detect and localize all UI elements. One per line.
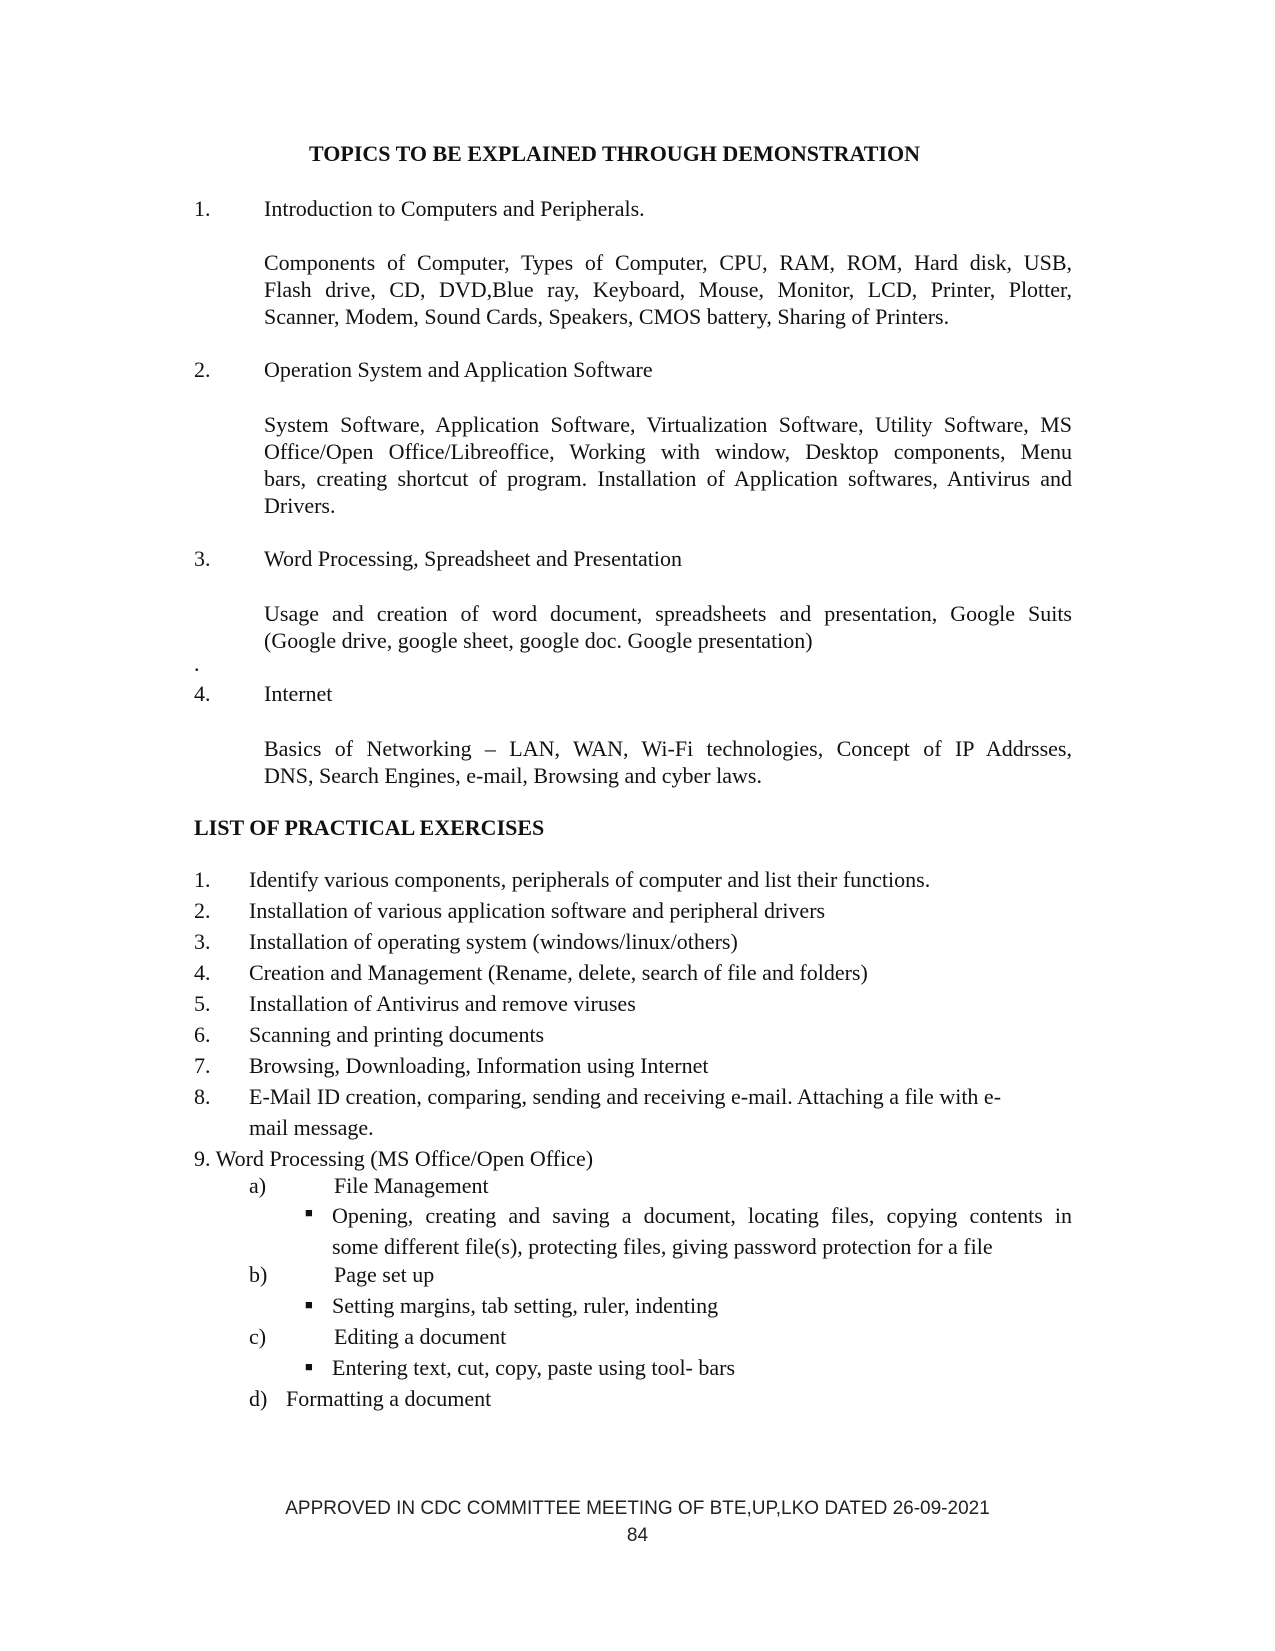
square-bullet-icon: ■ — [305, 1359, 313, 1374]
exercise-text: Installation of various application software and peripheral drivers — [249, 898, 826, 923]
topic-title: Word Processing, Spreadsheet and Presentation — [264, 546, 682, 571]
description-line: Office/Open Office/Libreoffice, Working with window, Desktop components, Menu — [264, 439, 1072, 464]
exercise-number: 8. — [194, 1084, 211, 1109]
subitem-title: Page set up — [334, 1262, 435, 1287]
page-number: 84 — [626, 1525, 649, 1546]
exercise-number: 2. — [194, 898, 211, 923]
exercise-text: Installation of operating system (windows/linux/others) — [249, 929, 738, 954]
bullet-text — [332, 1200, 1072, 1262]
subitem-title: Formatting a document — [286, 1386, 492, 1411]
exercise-number: 5. — [194, 991, 211, 1016]
topic-title: Introduction to Computers and Peripherals. — [264, 196, 645, 221]
description-line: (Google drive, google sheet, google doc. Google presentation) — [264, 628, 813, 653]
bullet-text: Setting margins, tab setting, ruler, indenting — [332, 1293, 719, 1318]
subitem-letter: d) — [249, 1386, 268, 1411]
description-line: Flash drive, CD, DVD,Blue ray, Keyboard, Mouse, Monitor, LCD, Printer, Plotter, — [264, 277, 1072, 302]
topic-description — [264, 600, 1072, 654]
subitem-title: Editing a document — [334, 1324, 507, 1349]
description-line: Drivers. — [264, 493, 336, 518]
exercise-number: 4. — [194, 960, 211, 985]
topic-title: Internet — [264, 681, 333, 706]
exercise-number: 6. — [194, 1022, 211, 1047]
square-bullet-icon: ■ — [305, 1205, 313, 1220]
exercise-text: Creation and Management (Rename, delete, search of file and folders) — [249, 960, 868, 985]
description-line: Components of Computer, Types of Computer, CPU, RAM, ROM, Hard disk, USB, — [264, 250, 1072, 275]
exercise-9-heading: 9. Word Processing (MS Office/Open Office) — [194, 1146, 594, 1171]
subitem-letter: b) — [249, 1262, 268, 1287]
description-line: DNS, Search Engines, e-mail, Browsing and cyber laws. — [264, 763, 762, 788]
topic-number: 2. — [194, 357, 211, 382]
topic-number: 3. — [194, 546, 211, 571]
stray-dot: . — [194, 651, 200, 676]
exercise-text: Identify various components, peripherals of computer and list their functions. — [249, 867, 931, 892]
topic-number: 1. — [194, 196, 211, 221]
topic-description — [264, 249, 1072, 330]
bullet-line: some different file(s), protecting files, giving password protection for a file — [332, 1234, 993, 1259]
bullet-line: Opening, creating and saving a document, locating files, copying contents in — [332, 1203, 1072, 1228]
exercise-text: Scanning and printing documents — [249, 1022, 545, 1047]
exercise-text-continued: mail message. — [249, 1115, 374, 1140]
section-heading-practical: LIST OF PRACTICAL EXERCISES — [194, 815, 545, 840]
description-line: Scanner, Modem, Sound Cards, Speakers, CMOS battery, Sharing of Printers. — [264, 304, 950, 329]
subitem-letter: a) — [249, 1173, 267, 1198]
square-bullet-icon: ■ — [305, 1297, 313, 1312]
footer-approval: APPROVED IN CDC COMMITTEE MEETING OF BTE,UP,LKO DATED 26-09-2021 — [285, 1498, 990, 1519]
description-line: bars, creating shortcut of program. Installation of Application softwares, Antivirus and — [264, 466, 1072, 491]
section-heading-demonstration: TOPICS TO BE EXPLAINED THROUGH DEMONSTRATION — [309, 141, 921, 166]
exercise-number: 3. — [194, 929, 211, 954]
topic-title: Operation System and Application Software — [264, 357, 653, 382]
description-line: Usage and creation of word document, spreadsheets and presentation, Google Suits — [264, 601, 1072, 626]
exercise-number: 7. — [194, 1053, 211, 1078]
exercise-text: Browsing, Downloading, Information using Internet — [249, 1053, 709, 1078]
topic-description — [264, 735, 1072, 789]
topic-number: 4. — [194, 681, 211, 706]
exercise-text: E-Mail ID creation, comparing, sending and receiving e-mail. Attaching a file with e- — [249, 1084, 1002, 1109]
subitem-title: File Management — [334, 1173, 489, 1198]
exercise-text: Installation of Antivirus and remove viruses — [249, 991, 636, 1016]
description-line: System Software, Application Software, Virtualization Software, Utility Software, MS — [264, 412, 1072, 437]
bullet-text: Entering text, cut, copy, paste using tool- bars — [332, 1355, 736, 1380]
topic-description — [264, 411, 1072, 519]
subitem-letter: c) — [249, 1324, 267, 1349]
exercise-number: 1. — [194, 867, 211, 892]
description-line: Basics of Networking – LAN, WAN, Wi-Fi technologies, Concept of IP Addrsses, — [264, 736, 1072, 761]
